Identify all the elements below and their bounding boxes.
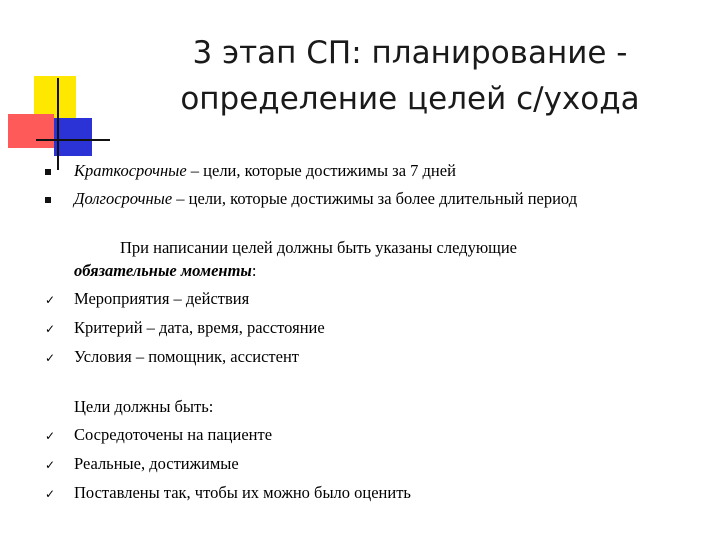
moment-item: Условия – помощник, ассистент xyxy=(74,347,300,366)
checkmark-icon: ✓ xyxy=(45,322,56,336)
goal-long-term xyxy=(74,189,577,209)
goal-text: – цели, которые достижимы за 7 дней xyxy=(186,161,456,180)
requirement-item: Поставлены так, чтобы их можно было оценить xyxy=(74,483,411,502)
goal-term: Долгосрочные xyxy=(74,189,173,208)
intro-colon: : xyxy=(251,261,257,280)
square-bullet-icon xyxy=(45,197,51,203)
moment-item: Мероприятия – действия xyxy=(74,289,250,308)
intro-emphasis-line xyxy=(74,261,256,281)
moment-item: Критерий – дата, время, расстояние xyxy=(74,318,325,337)
title-line-1: 3 этап СП: планирование - xyxy=(192,35,628,71)
intro-emphasis: обязательные моменты xyxy=(74,261,252,280)
checkmark-icon: ✓ xyxy=(45,429,56,443)
goals-heading: Цели должны быть: xyxy=(74,397,214,416)
requirement-item: Реальные, достижимые xyxy=(74,454,239,473)
requirement-item: Сосредоточены на пациенте xyxy=(74,425,273,444)
checkmark-icon: ✓ xyxy=(45,293,56,307)
goal-term: Краткосрочные xyxy=(74,161,187,180)
checkmark-icon: ✓ xyxy=(45,458,56,472)
title-line-2: определение целей с/ухода xyxy=(180,81,640,117)
checkmark-icon: ✓ xyxy=(45,487,56,501)
square-bullet-icon xyxy=(45,169,51,175)
goal-short-term xyxy=(74,161,456,181)
checkmark-icon: ✓ xyxy=(45,351,56,365)
intro-line: При написании целей должны быть указаны следующие xyxy=(120,238,518,257)
goal-text: – цели, которые достижимы за более длительный период xyxy=(172,189,578,208)
